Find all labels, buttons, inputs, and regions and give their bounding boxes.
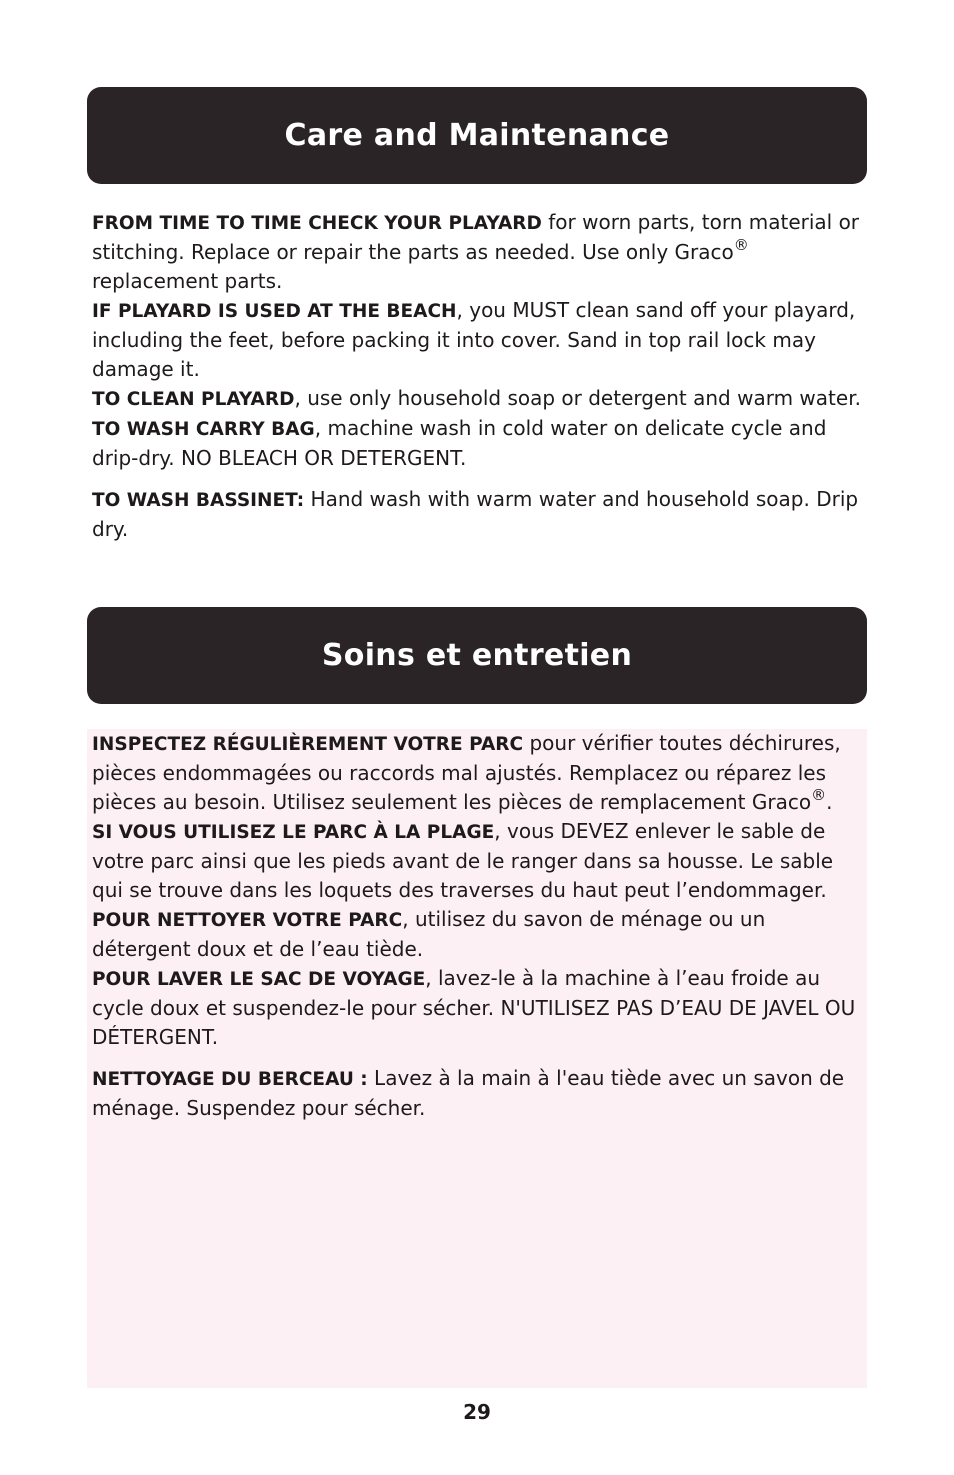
instruction-lead: INSPECTEZ RÉGULIÈREMENT VOTRE PARC	[92, 734, 524, 755]
instruction-plage	[92, 817, 862, 905]
instruction-text: , utilisez du savon de ménage ou un détergent doux et de l’eau tiède.	[92, 907, 766, 961]
instruction-lead: TO WASH CARRY BAG	[92, 419, 315, 440]
instruction-lead: POUR LAVER LE SAC DE VOYAGE	[92, 969, 426, 990]
instruction-text: , vous DEVEZ enlever le sable de votre parc ainsi que les pieds avant de le ranger dans sa housse. Le sable qui se trouve dans les loquets des traverses du haut peut l’endommager.	[92, 819, 834, 902]
instruction-check-playard	[92, 208, 862, 296]
instruction-lead: IF PLAYARD IS USED AT THE BEACH	[92, 301, 457, 322]
instruction-text: .	[826, 790, 833, 814]
section-heading-english: Care and Maintenance	[284, 118, 670, 153]
instruction-inspectez	[92, 729, 862, 817]
instruction-lead: TO CLEAN PLAYARD	[92, 389, 295, 410]
instruction-text: , you MUST clean sand off your playard, including the feet, before packing it into cover. Sand in top rail lock may damage it.	[92, 298, 856, 381]
instruction-text: Lavez à la main à l'eau tiède avec un savon de ménage. Suspendez pour sécher.	[92, 1066, 845, 1120]
instruction-text: , machine wash in cold water on delicate cycle and drip-dry. NO BLEACH OR DETERGENT.	[92, 416, 827, 470]
instruction-lead: FROM TIME TO TIME CHECK YOUR PLAYARD	[92, 213, 542, 234]
instruction-berceau	[92, 1064, 862, 1123]
instruction-wash-bassinet	[92, 485, 862, 544]
instruction-lead: NETTOYAGE DU BERCEAU :	[92, 1069, 368, 1090]
instruction-text: , lavez-le à la machine à l’eau froide au cycle doux et suspendez-le pour sécher. N'UTILISEZ PAS D’EAU DE JAVEL OU DÉTERGENT.	[92, 966, 856, 1049]
instruction-sac-voyage	[92, 964, 862, 1052]
instruction-text: Hand wash with warm water and household soap. Drip dry.	[92, 487, 859, 541]
registered-mark: ®	[811, 786, 827, 804]
care-instructions-french	[92, 729, 862, 1123]
instruction-lead: POUR NETTOYER VOTRE PARC	[92, 910, 403, 931]
instruction-text: pour vérifier toutes déchirures, pièces endommagées ou raccords mal ajustés. Remplacez ou réparez les pièces au besoin. Utilisez seulement les pièces de remplacement Graco	[92, 731, 841, 814]
instruction-clean-playard	[92, 384, 862, 414]
page-number: 29	[463, 1400, 491, 1424]
instruction-lead: TO WASH BASSINET:	[92, 490, 305, 511]
soins-entretien-banner	[87, 607, 867, 704]
care-maintenance-banner	[87, 87, 867, 184]
instruction-text: , use only household soap or detergent and warm water.	[294, 386, 861, 410]
instruction-text: for worn parts, torn material or stitching. Replace or repair the parts as needed. Use only Graco	[92, 210, 860, 264]
instruction-nettoyer-parc	[92, 905, 862, 964]
section-heading-french: Soins et entretien	[321, 638, 633, 673]
care-instructions-english	[92, 208, 862, 544]
instruction-beach	[92, 296, 862, 384]
instruction-wash-carry-bag	[92, 414, 862, 473]
instruction-lead: SI VOUS UTILISEZ LE PARC À LA PLAGE	[92, 822, 495, 843]
instruction-text: replacement parts.	[92, 269, 283, 293]
registered-mark: ®	[733, 236, 749, 254]
